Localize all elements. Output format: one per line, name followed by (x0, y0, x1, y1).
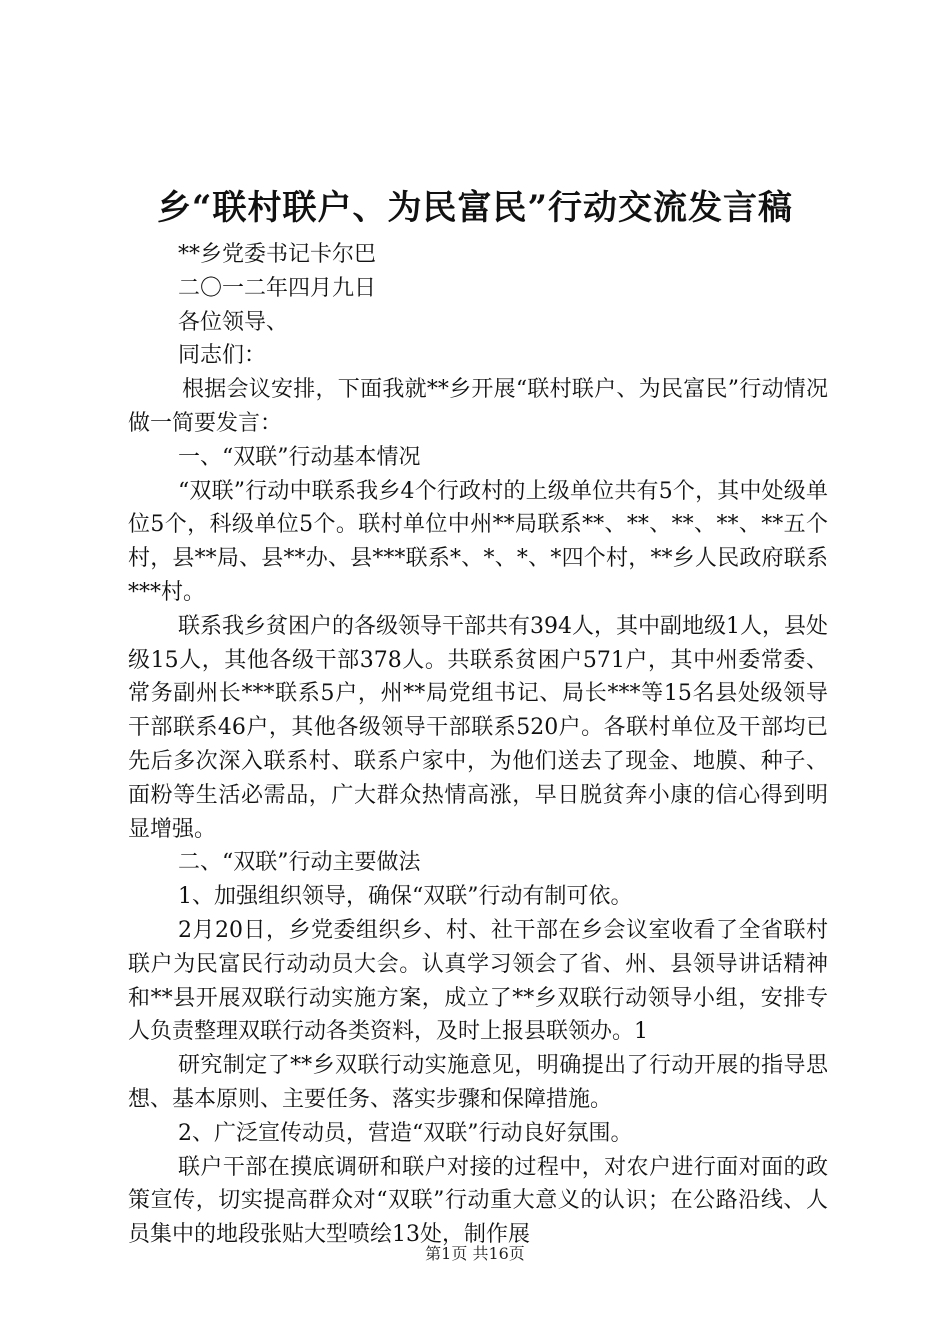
salutation-line-1: 各位领导、 (178, 309, 289, 335)
paragraph-intro: 根据会议安排，下面我就**乡开展“联村联户、为民富民”行动情况做一简要发言： (128, 377, 828, 436)
page-footer: 第1页 共16页 (425, 1244, 525, 1263)
subheading: 2、广泛宣传动员，营造“双联”行动良好氛围。 (178, 1120, 633, 1146)
salutation-line-2: 同志们： (178, 343, 267, 369)
document-title: 乡“联村联户、为民富民”行动交流发言稿 (156, 188, 794, 228)
author-line: **乡党委书记卡尔巴 (178, 242, 377, 267)
date-line: 二〇一二年四月九日 (178, 275, 377, 301)
paragraph: 联系我乡贫困户的各级领导干部共有394人，其中副地级1人，县处级15人，其他各级干部378人。共联系贫困户571户，其中州委常委、常务副州长***联系5户，州**局党组书记、局长***等15名县处级领导干部联系46户，其他各级领导干部联系520户。各联村单位及干部均已先后多次深入联系村、联系户家中，为他们送去了现金、地膜、种子、面粉等生活必需品，广大群众热情高涨，早日脱贫奔小康的信心得到明显增强。 (128, 613, 828, 842)
section-heading-2: 二、“双联”行动主要做法 (178, 850, 421, 876)
paragraph: 联户干部在摸底调研和联户对接的过程中，对农户进行面对面的政策宣传，切实提高群众对“双联”行动重大意义的认识；在公路沿线、人员集中的地段张贴大型喷绘13处，制作展 (128, 1154, 828, 1248)
subheading: 1、加强组织领导，确保“双联”行动有制可依。 (178, 884, 633, 910)
paragraph: 研究制定了**乡双联行动实施意见，明确提出了行动开展的指导思想、基本原则、主要任务、落实步骤和保障措施。 (128, 1053, 828, 1112)
document-body (128, 238, 828, 1252)
paragraph: 2月20日，乡党委组织乡、村、社干部在乡会议室收看了全省联村联户为民富民行动动员大会。认真学习领会了省、州、县领导讲话精神和**县开展双联行动实施方案，成立了**乡双联行动领导小组，安排专人负责整理双联行动各类资料，及时上报县联领办。1 (128, 917, 828, 1045)
paragraph: “双联”行动中联系我乡4个行政村的上级单位共有5个，其中处级单位5个，科级单位5个。联村单位中州**局联系**、**、**、**、**五个村，县**局、县**办、县***联系*、*、*、*四个村，**乡人民政府联系***村。 (128, 478, 828, 605)
section-heading-1: 一、“双联”行动基本情况 (178, 444, 421, 470)
